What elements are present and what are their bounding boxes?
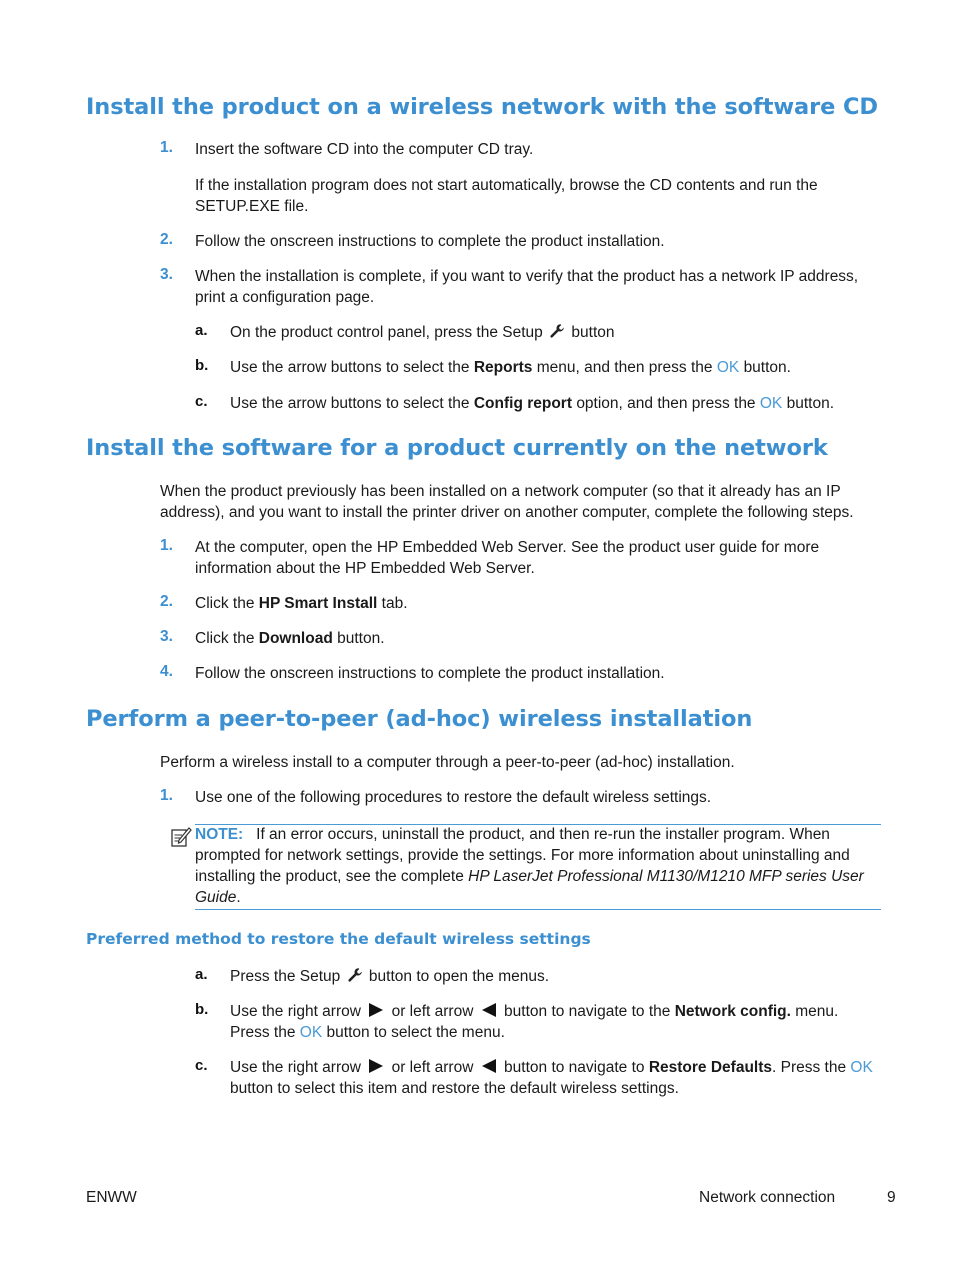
intro-paragraph: When the product previously has been installed on a network computer (so that it already has an IP address), and you want to install the printer driver on another computer, complete the following steps. bbox=[160, 483, 854, 521]
substep-a: On the product control panel, press the Setup button bbox=[230, 324, 615, 341]
ok-button-label: OK bbox=[299, 1024, 323, 1041]
intro-paragraph: Perform a wireless install to a computer through a peer-to-peer (ad-hoc) installation. bbox=[160, 754, 735, 771]
substep-label: c. bbox=[195, 393, 208, 410]
substep-b: Use the arrow buttons to select the Reports menu, and then press the OK button. bbox=[230, 359, 791, 376]
step-text: Follow the onscreen instructions to complete the product installation. bbox=[195, 233, 665, 250]
note-icon bbox=[169, 825, 193, 849]
ok-button-label: OK bbox=[716, 359, 740, 376]
section-title-network-install: Install the software for a product currently on the network bbox=[86, 435, 828, 461]
footer-section: Network connection bbox=[699, 1189, 836, 1206]
step-text: Use one of the following procedures to restore the default wireless settings. bbox=[195, 789, 712, 806]
ok-button-label: OK bbox=[850, 1059, 873, 1076]
substep-label: b. bbox=[195, 357, 209, 374]
wrench-icon bbox=[347, 967, 363, 983]
left-arrow-icon bbox=[480, 1059, 498, 1073]
ok-button-label: OK bbox=[759, 395, 783, 412]
note-box bbox=[195, 824, 881, 910]
substep-a: Press the Setup button to open the menus. bbox=[230, 968, 550, 985]
step-number: 2. bbox=[160, 231, 173, 248]
wrench-icon bbox=[549, 323, 565, 339]
page-number: 9 bbox=[887, 1189, 896, 1206]
left-arrow-icon bbox=[480, 1003, 498, 1017]
step-number: 1. bbox=[160, 537, 173, 554]
step-note-text: If the installation program does not start automatically, browse the CD contents and run the SETUP.EXE file. bbox=[195, 177, 818, 215]
step-text: Insert the software CD into the computer CD tray. bbox=[195, 141, 534, 158]
step-text: Follow the onscreen instructions to complete the product installation. bbox=[195, 665, 665, 682]
footer-left: ENWW bbox=[86, 1189, 137, 1206]
substep-c: Use the arrow buttons to select the Config report option, and then press the OK button. bbox=[230, 395, 834, 412]
section-title-adhoc: Perform a peer-to-peer (ad-hoc) wireless installation bbox=[86, 706, 753, 732]
substep-label: a. bbox=[195, 322, 208, 339]
step-number: 4. bbox=[160, 663, 173, 680]
substep-label: a. bbox=[195, 966, 208, 983]
right-arrow-icon bbox=[367, 1003, 385, 1017]
subsection-title-preferred-method: Preferred method to restore the default wireless settings bbox=[86, 930, 591, 948]
substep-b: Use the right arrow or left arrow button to navigate to the Network config. menu. Press the OK button to select the menu. bbox=[230, 1003, 839, 1041]
step-text: Click the HP Smart Install tab. bbox=[195, 595, 408, 612]
step-number: 3. bbox=[160, 266, 173, 283]
step-number: 1. bbox=[160, 139, 173, 156]
step-text: When the installation is complete, if you want to verify that the product has a network IP address, print a configuration page. bbox=[195, 268, 859, 306]
step-number: 3. bbox=[160, 628, 173, 645]
right-arrow-icon bbox=[367, 1059, 385, 1073]
step-text: At the computer, open the HP Embedded Web Server. See the product user guide for more information about the HP Embedded Web Server. bbox=[195, 539, 820, 577]
substep-label: c. bbox=[195, 1057, 208, 1074]
step-number: 1. bbox=[160, 787, 173, 804]
note-text: NOTE: If an error occurs, uninstall the product, and then re-run the installer program. When prompted for network settings, provide the settings. For more information about uninstalling and installing the product, see the complete HP LaserJet Professional M1130/M1210 MFP series User Guide. bbox=[195, 826, 864, 906]
step-number: 2. bbox=[160, 593, 173, 610]
substep-label: b. bbox=[195, 1001, 209, 1018]
note-label: NOTE: bbox=[195, 826, 244, 843]
section-title-wireless-cd: Install the product on a wireless network with the software CD bbox=[86, 94, 879, 120]
step-text: Click the Download button. bbox=[195, 630, 385, 647]
substep-c: Use the right arrow or left arrow button to navigate to Restore Defaults. Press the OK button to select this item and restore the default wireless settings. bbox=[230, 1059, 873, 1097]
